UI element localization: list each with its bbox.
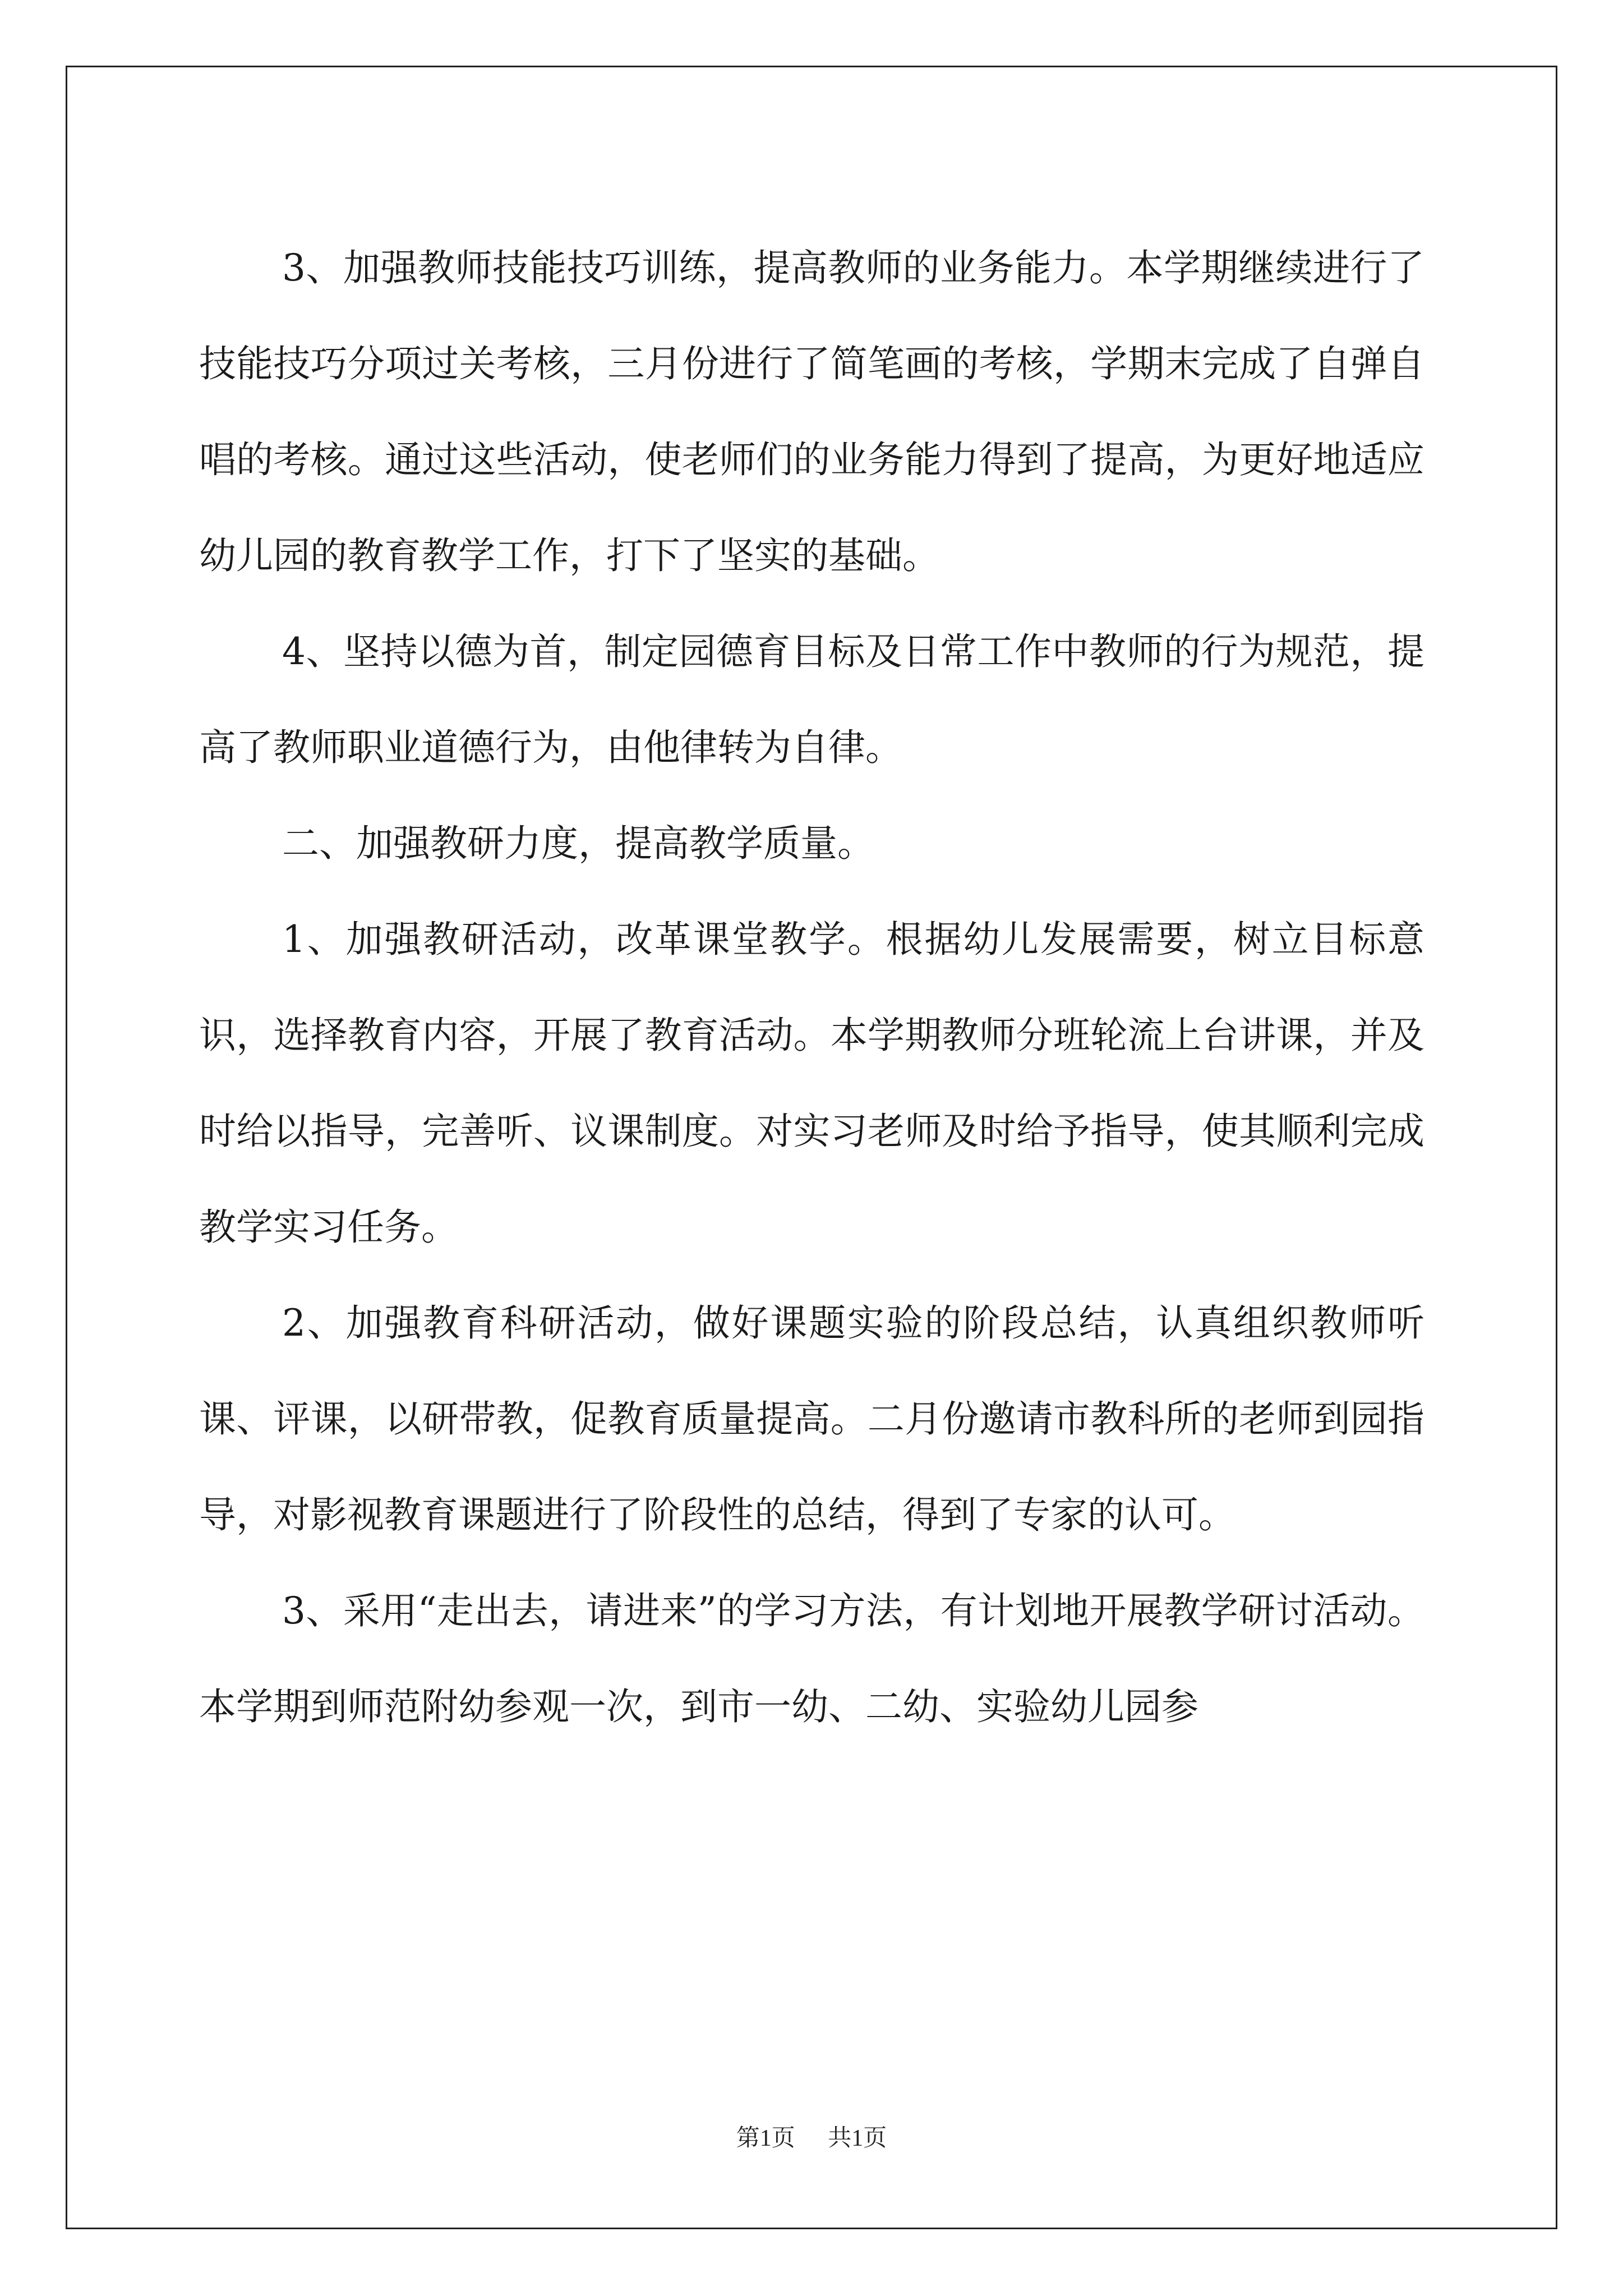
document-body bbox=[199, 220, 1424, 1755]
paragraph: 4、坚持以德为首，制定园德育目标及日常工作中教师的行为规范，提高了教师职业道德行为，由他律转为自律。 bbox=[199, 630, 1424, 769]
section-heading: 二、加强教研力度，提高教学质量。 bbox=[282, 822, 874, 865]
page-number: 第1页 bbox=[736, 2125, 795, 2151]
paragraph: 1、加强教研活动，改革课堂教学。根据幼儿发展需要，树立目标意识，选择教育内容，开展了教育活动。本学期教师分班轮流上台讲课，并及时给以指导，完善听、议课制度。对实习老师及时给予指导，使其顺利完成教学实习任务。 bbox=[199, 918, 1424, 1249]
paragraph: 3、加强教师技能技巧训练，提高教师的业务能力。本学期继续进行了技能技巧分项过关考核，三月份进行了简笔画的考核，学期末完成了自弹自唱的考核。通过这些活动，使老师们的业务能力得到了提高，为更好地适应幼儿园的教育教学工作，打下了坚实的基础。 bbox=[199, 246, 1424, 577]
paragraph: 2、加强教育科研活动，做好课题实验的阶段总结，认真组织教师听课、评课，以研带教，促教育质量提高。二月份邀请市教科所的老师到园指导，对影视教育课题进行了阶段性的总结，得到了专家的认可。 bbox=[199, 1301, 1424, 1536]
page-footer bbox=[0, 2119, 1623, 2153]
page-total: 共1页 bbox=[828, 2125, 887, 2151]
paragraph: 3、采用“走出去，请进来”的学习方法，有计划地开展教学研讨活动。本学期到师范附幼参观一次，到市一幼、二幼、实验幼儿园参 bbox=[199, 1589, 1424, 1728]
